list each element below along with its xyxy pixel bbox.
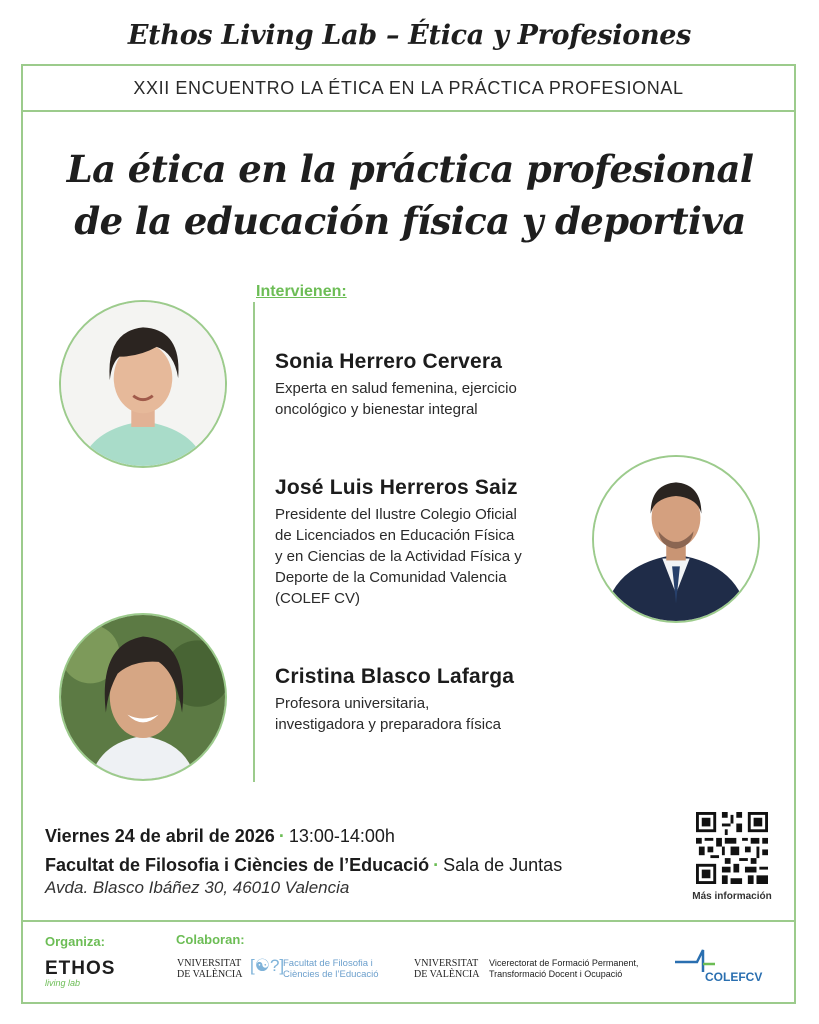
qr-caption: Más información xyxy=(692,891,772,902)
universitat-valencia-logo xyxy=(177,958,242,980)
event-address: Avda. Blasco Ibáñez 30, 46010 Valencia xyxy=(45,878,350,897)
uv-logo-line2: DE VALÈNCIA xyxy=(414,969,480,980)
speaker-description-line: Profesora universitaria, xyxy=(275,695,430,712)
separator-dot: · xyxy=(433,855,440,875)
footer-divider xyxy=(21,920,796,922)
speaker-name: Cristina Blasco Lafarga xyxy=(275,665,515,688)
uv-logo-line2: DE VALÈNCIA xyxy=(177,969,243,980)
speaker-photo-sonia xyxy=(59,300,227,468)
facultat-logo-line2: Ciències de l’Educació xyxy=(283,969,379,980)
speaker-description-line: Deporte de la Comunidad Valencia xyxy=(275,569,507,586)
event-venue xyxy=(45,855,562,876)
speaker-name: José Luis Herreros Saiz xyxy=(275,476,518,499)
speaker-description-line: y en Ciencias de la Actividad Física y xyxy=(275,548,522,565)
speaker-description-line: (COLEF CV) xyxy=(275,590,361,607)
header-title: Ethos Living Lab – Ética y Profesiones xyxy=(127,20,692,51)
speaker-jose-luis xyxy=(275,476,522,609)
speaker-cristina xyxy=(275,665,514,735)
speaker-description-line: Experta en salud femenina, ejercicio xyxy=(275,380,517,397)
event-date-time xyxy=(45,826,395,847)
colef-logo: COLEFCV xyxy=(705,970,763,984)
main-title-line-2: de la educación física y deportiva xyxy=(74,199,746,243)
ethos-logo-sub: living lab xyxy=(45,978,81,988)
universitat-valencia-logo-2 xyxy=(414,958,479,980)
speakers-divider xyxy=(253,302,255,782)
speaker-sonia xyxy=(275,350,517,420)
vicerectorat-line1: Vicerectorat de Formació Permanent, xyxy=(489,958,639,968)
separator-dot: · xyxy=(278,826,285,846)
speaker-description-line: oncológico y bienestar integral xyxy=(275,401,478,418)
speaker-name: Sonia Herrero Cervera xyxy=(275,350,503,373)
event-venue-name: Facultat de Filosofia i Ciències de l’Educació xyxy=(45,855,430,875)
facultat-logo-line1: Facultat de Filosofia i xyxy=(283,958,373,969)
ethos-logo xyxy=(45,958,115,988)
facultat-head-icon: [☯?] xyxy=(250,956,285,975)
speaker-description-line: investigadora y preparadora física xyxy=(275,716,501,733)
qr-code-icon[interactable] xyxy=(696,812,768,884)
ethos-logo-word: ETHOS xyxy=(45,958,116,979)
speaker-description-line: Presidente del Ilustre Colegio Oficial xyxy=(275,506,517,523)
speaker-description-line: de Licenciados en Educación Física xyxy=(275,527,515,544)
speaker-photo-cristina xyxy=(59,613,227,781)
facultat-logo xyxy=(283,958,379,980)
event-date: Viernes 24 de abril de 2026 xyxy=(45,826,275,846)
speakers-label: Intervienen: xyxy=(256,283,347,300)
vicerectorat-line2: Transformació Docent i Ocupació xyxy=(489,969,623,979)
main-title-line-1: La ética en la práctica profesional xyxy=(66,147,754,191)
speaker-photo-jose-luis xyxy=(592,455,760,623)
organiza-label: Organiza: xyxy=(45,934,105,949)
event-time: 13:00-14:00h xyxy=(288,826,395,846)
uv-logo-line1: VNIVERSITAT xyxy=(177,958,242,969)
event-room: Sala de Juntas xyxy=(443,855,563,875)
uv-logo-line1: VNIVERSITAT xyxy=(414,958,479,969)
main-title xyxy=(40,143,780,247)
vicerectorat-logo xyxy=(489,958,638,980)
colaboran-label: Colaboran: xyxy=(176,932,245,947)
event-series-subtitle: XXII ENCUENTRO LA ÉTICA EN LA PRÁCTICA PROFESIONAL xyxy=(21,64,796,112)
